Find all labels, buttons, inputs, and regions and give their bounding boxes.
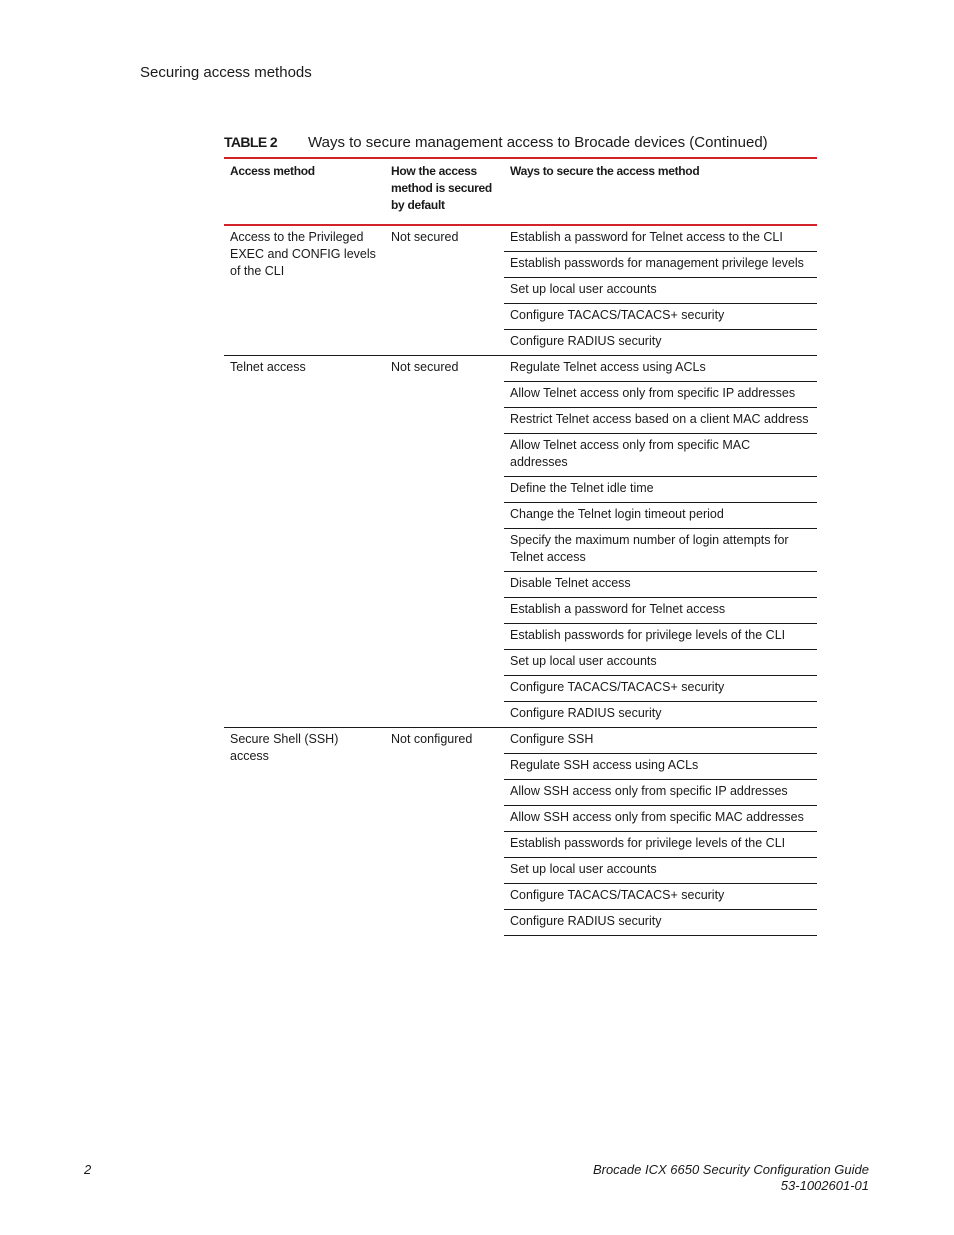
access-method-cell: Access to the Privileged EXEC and CONFIG levels of the CLI <box>224 225 385 356</box>
secure-method-cell: Change the Telnet login timeout period <box>504 503 817 529</box>
secure-method-cell: Set up local user accounts <box>504 650 817 676</box>
page-number: 2 <box>84 1162 92 1177</box>
secure-method-cell: Disable Telnet access <box>504 572 817 598</box>
table-row <box>224 356 817 382</box>
secure-method-cell: Define the Telnet idle time <box>504 477 817 503</box>
secure-method-cell: Regulate Telnet access using ACLs <box>504 356 817 382</box>
secure-method-cell: Restrict Telnet access based on a client MAC address <box>504 408 817 434</box>
secure-method-cell: Regulate SSH access using ACLs <box>504 754 817 780</box>
secure-method-cell: Allow Telnet access only from specific IP addresses <box>504 382 817 408</box>
table-label: TABLE 2 <box>224 134 278 150</box>
column-header-ways-to-secure: Ways to secure the access method <box>504 159 817 225</box>
column-header-default-security: How the access method is secured by default <box>385 159 504 225</box>
access-method-cell: Telnet access <box>224 356 385 728</box>
default-security-cell: Not configured <box>391 732 473 746</box>
security-methods-table <box>224 134 817 936</box>
secure-method-cell: Establish a password for Telnet access to the CLI <box>504 225 817 252</box>
table-body <box>224 225 817 936</box>
guide-title: Brocade ICX 6650 Security Configuration Guide <box>592 1162 869 1177</box>
secure-method-cell: Configure SSH <box>504 728 817 754</box>
secure-method-cell: Establish passwords for management privilege levels <box>504 252 817 278</box>
secure-method-cell: Configure TACACS/TACACS+ security <box>504 304 817 330</box>
secure-method-cell: Configure TACACS/TACACS+ security <box>504 884 817 910</box>
secure-method-cell: Configure RADIUS security <box>504 702 817 728</box>
table-header-row <box>224 159 817 225</box>
table-caption <box>224 134 817 159</box>
column-header-access-method: Access method <box>224 159 385 225</box>
secure-method-cell: Configure TACACS/TACACS+ security <box>504 676 817 702</box>
secure-method-cell: Establish a password for Telnet access <box>504 598 817 624</box>
secure-method-cell: Specify the maximum number of login attempts for Telnet access <box>504 529 817 572</box>
secure-method-cell: Configure RADIUS security <box>504 330 817 356</box>
secure-method-cell: Allow Telnet access only from specific MAC addresses <box>504 434 817 477</box>
document-number: 53-1002601-01 <box>780 1178 869 1193</box>
table-row <box>224 728 817 754</box>
footer-info <box>593 1162 869 1194</box>
secure-method-cell: Set up local user accounts <box>504 858 817 884</box>
secure-method-cell: Configure RADIUS security <box>504 910 817 936</box>
table-row <box>224 225 817 252</box>
secure-method-cell: Establish passwords for privilege levels of the CLI <box>504 624 817 650</box>
secure-method-cell: Allow SSH access only from specific IP addresses <box>504 780 817 806</box>
secure-method-cell: Set up local user accounts <box>504 278 817 304</box>
secure-method-cell: Allow SSH access only from specific MAC addresses <box>504 806 817 832</box>
access-methods-table <box>224 159 817 936</box>
running-header: Securing access methods <box>140 64 312 81</box>
secure-method-cell: Establish passwords for privilege levels of the CLI <box>504 832 817 858</box>
access-method-cell: Secure Shell (SSH) access <box>230 732 339 763</box>
default-security-cell: Not secured <box>385 225 504 356</box>
table-title: Ways to secure management access to Brocade devices (Continued) <box>308 134 768 151</box>
default-security-cell: Not secured <box>385 356 504 728</box>
